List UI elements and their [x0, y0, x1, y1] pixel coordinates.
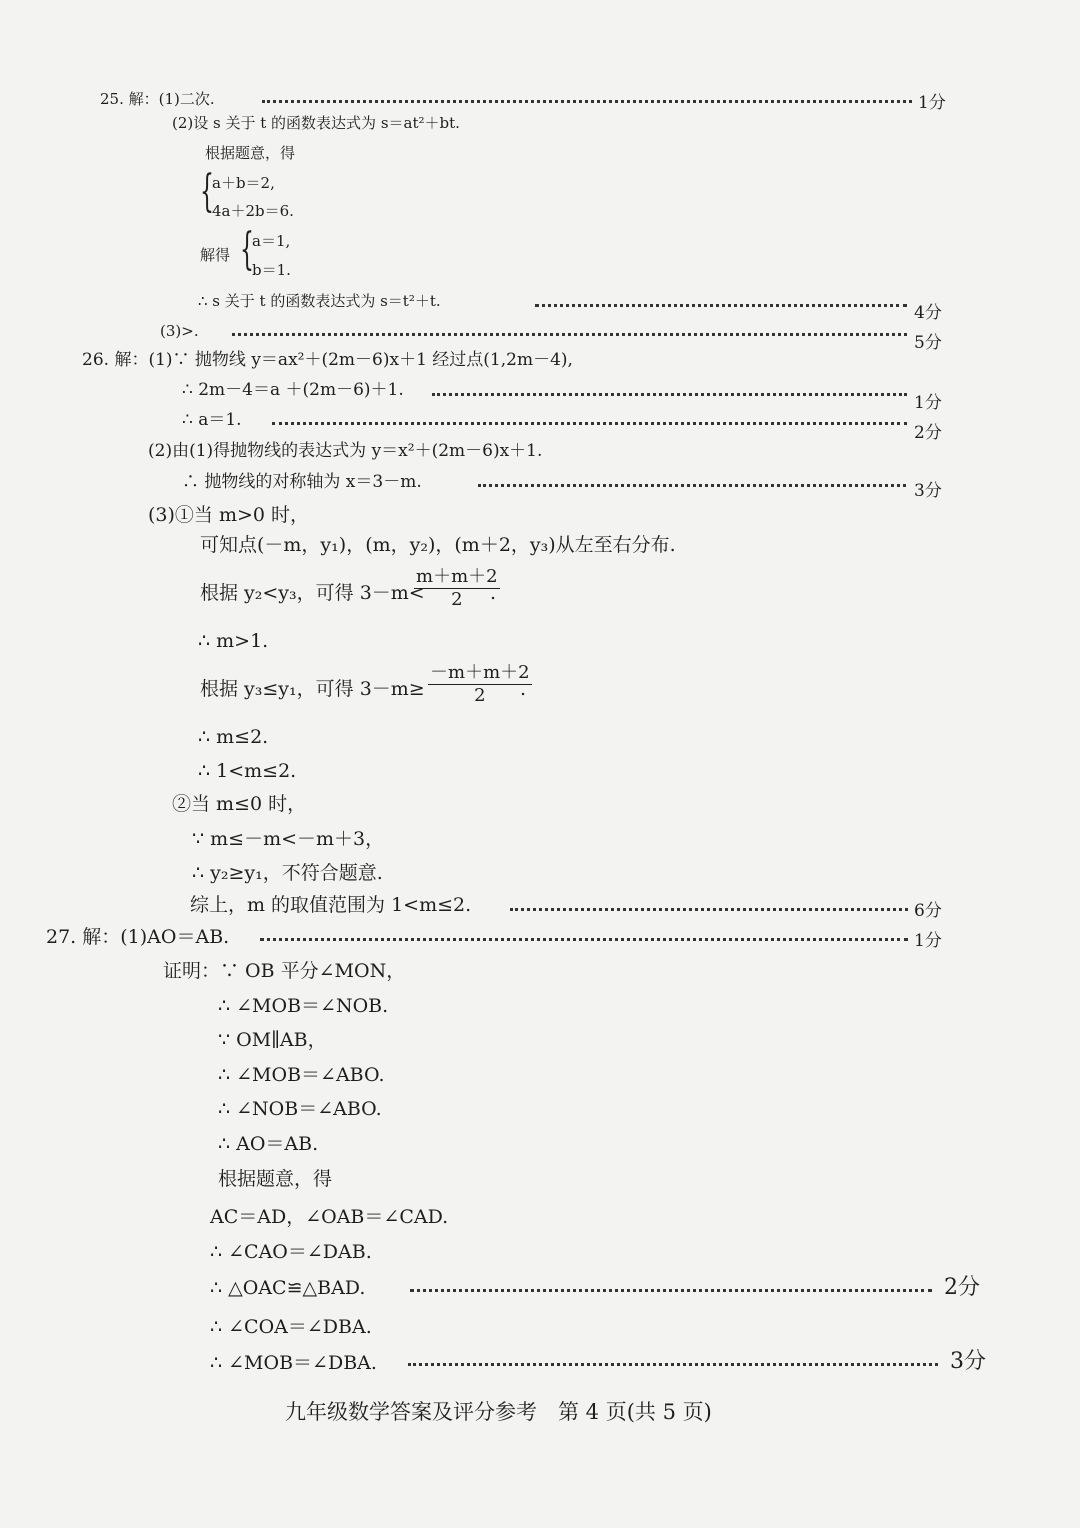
solution-brace: {: [240, 224, 254, 275]
equation-brace: {: [200, 166, 214, 217]
q26-compare-1: 根据 y₂<y₃，可得 3－m<: [200, 582, 425, 604]
q26-compare-2: 根据 y₃≤y₁，可得 3－m≥: [200, 678, 425, 700]
q26-result-2: ∴ m≤2.: [198, 726, 269, 748]
fraction-1-numerator: m＋m＋2: [416, 566, 498, 587]
page-footer: 九年级数学答案及评分参考 第 4 页(共 5 页): [285, 1400, 712, 1424]
q27-proof-8: ∴ △OAC≌△BAD.: [210, 1277, 366, 1299]
q27-score-3: 3分: [950, 1349, 986, 1374]
q25-score-1: 1分: [918, 93, 946, 113]
q25-conclusion: ∴ s 关于 t 的函数表达式为 s＝t²＋t.: [198, 292, 441, 310]
q27-score-1: 1分: [914, 931, 942, 951]
q26-summary: 综上，m 的取值范围为 1<m≤2.: [190, 894, 472, 916]
leader-dots: [432, 393, 907, 396]
q26-result-3: ∴ 1<m≤2.: [198, 760, 297, 782]
q27-proof-6: AC＝AD，∠OAB＝∠CAD.: [210, 1206, 449, 1228]
q26-case2: ②当 m≤0 时，: [172, 793, 307, 815]
leader-dots: [408, 1363, 938, 1366]
leader-dots: [410, 1289, 932, 1292]
q26-part1: 26. 解：(1)∵ 抛物线 y＝ax²＋(2m－6)x＋1 经过点(1,2m－4),: [82, 350, 573, 370]
fraction-2-denominator: 2: [474, 685, 486, 706]
q25-score-2: 4分: [914, 303, 942, 323]
fraction-2: [428, 662, 532, 707]
q26-case2-step-1: ∵ m≤－m<－m＋3，: [192, 828, 385, 850]
q25-equation-1: a＋b＝2,: [212, 174, 275, 192]
q27-proof-7: ∴ ∠CAO＝∠DAB.: [210, 1241, 372, 1263]
fraction-2-numerator: －m＋m＋2: [430, 662, 530, 683]
q27-given: 根据题意，得: [218, 1168, 333, 1190]
q26-axis: ∴ 抛物线的对称轴为 x＝3－m.: [182, 472, 422, 492]
q27-score-2: 2分: [944, 1275, 980, 1300]
leader-dots: [510, 908, 908, 911]
q27-proof-2: ∵ OM∥AB，: [218, 1029, 327, 1051]
q27-proof-5: ∴ AO＝AB.: [218, 1133, 319, 1155]
leader-dots: [535, 304, 907, 307]
q25-solution-1: a＝1,: [252, 232, 291, 250]
leader-dots: [232, 333, 907, 336]
q25-given: 根据题意，得: [205, 144, 296, 162]
q25-part3: (3)>.: [160, 322, 199, 340]
q26-step-1: ∴ 2m－4＝a ＋(2m－6)＋1.: [182, 380, 404, 400]
period: .: [520, 678, 527, 700]
leader-dots: [272, 422, 907, 425]
q27-proof-9: ∴ ∠COA＝∠DBA.: [210, 1316, 372, 1338]
q27-part1: 27. 解：(1)AO＝AB.: [46, 926, 230, 948]
q26-score-2: 2分: [914, 423, 942, 443]
fraction-1: [414, 566, 500, 611]
q25-solution-2: b＝1.: [252, 261, 291, 279]
q27-proof-4: ∴ ∠NOB＝∠ABO.: [218, 1098, 382, 1120]
q26-result-1: ∴ m>1.: [198, 630, 269, 652]
q25-part2: (2)设 s 关于 t 的函数表达式为 s＝at²＋bt.: [172, 114, 460, 132]
q27-proof-10: ∴ ∠MOB＝∠DBA.: [210, 1352, 377, 1374]
q26-points-order: 可知点(－m，y₁)，(m，y₂)，(m＋2，y₃)从左至右分布.: [200, 534, 676, 556]
fraction-1-denominator: 2: [451, 589, 463, 610]
q26-part3-case1: (3)①当 m>0 时，: [148, 504, 310, 526]
q27-proof-start: 证明：∵ OB 平分∠MON，: [163, 960, 406, 982]
q25-solve-label: 解得: [200, 246, 231, 264]
leader-dots: [260, 938, 908, 941]
q26-case2-step-2: ∴ y₂≥y₁，不符合题意.: [192, 862, 383, 884]
q25-score-3: 5分: [914, 333, 942, 353]
q25-equation-2: 4a＋2b＝6.: [212, 202, 294, 220]
q27-proof-1: ∴ ∠MOB＝∠NOB.: [218, 995, 389, 1017]
q27-proof-3: ∴ ∠MOB＝∠ABO.: [218, 1064, 385, 1086]
q26-score-4: 6分: [914, 901, 942, 921]
q26-step-2: ∴ a＝1.: [182, 410, 242, 430]
q26-score-3: 3分: [914, 481, 942, 501]
leader-dots: [478, 484, 906, 487]
q26-part2: (2)由(1)得抛物线的表达式为 y＝x²＋(2m－6)x＋1.: [148, 441, 543, 461]
q25-part1: 25. 解：(1)二次.: [100, 90, 215, 108]
period: .: [490, 582, 497, 604]
q26-score-1: 1分: [914, 393, 942, 413]
leader-dots: [262, 100, 912, 103]
